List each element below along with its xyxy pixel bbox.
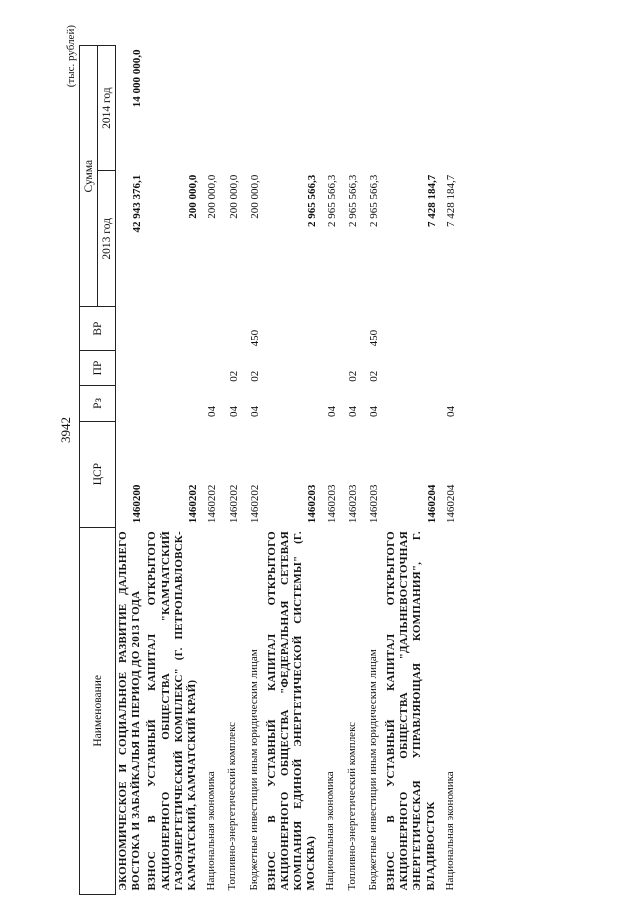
table-body bbox=[116, 46, 461, 895]
row-rz bbox=[145, 386, 201, 421]
table-row bbox=[384, 46, 440, 895]
row-pr: 02 bbox=[227, 370, 240, 382]
row-pr bbox=[145, 350, 201, 385]
row-sum-2014 bbox=[201, 46, 222, 171]
row-rz bbox=[384, 386, 440, 421]
table-row bbox=[320, 46, 341, 895]
row-sum-2014 bbox=[222, 46, 243, 171]
header-rz: Рз bbox=[80, 386, 116, 421]
row-vr bbox=[222, 307, 243, 351]
row-pr bbox=[320, 350, 341, 385]
table-row bbox=[201, 46, 222, 895]
row-sum-2014 bbox=[244, 46, 265, 171]
row-rz: 04 bbox=[227, 406, 240, 418]
row-vr bbox=[342, 307, 363, 351]
row-rz: 04 bbox=[368, 406, 380, 418]
row-csr: 1460200 bbox=[131, 484, 144, 524]
table-row bbox=[363, 46, 384, 895]
row-pr bbox=[384, 350, 440, 385]
row-sum-2013: 7 428 184,7 bbox=[425, 174, 438, 227]
row-vr bbox=[265, 307, 321, 351]
table-header bbox=[80, 46, 116, 895]
row-sum-2013: 2 965 566,3 bbox=[346, 174, 359, 227]
row-sum-2014 bbox=[440, 46, 461, 171]
row-sum-2014 bbox=[384, 46, 440, 171]
rotated-table-sheet bbox=[65, 15, 595, 895]
row-vr bbox=[320, 307, 341, 351]
row-sum-2014 bbox=[320, 46, 341, 171]
row-vr: 450 bbox=[368, 329, 380, 347]
row-csr: 1460204 bbox=[425, 484, 438, 524]
row-rz: 04 bbox=[248, 406, 261, 418]
row-rz bbox=[116, 386, 146, 421]
header-2013: 2013 год bbox=[98, 171, 116, 307]
row-name: ВЗНОС В УСТАВНЫЙ КАПИТАЛ ОТКРЫТОГО АКЦИОНЕРНОГО ОБЩЕСТВА "ФЕДЕРАЛЬНАЯ СЕТЕВАЯ КОМПАНИЯ ЕДИНОЙ ЭНЕРГЕТИЧЕСКОЙ СИСТЕМЫ" (Г. МОСКВА) bbox=[265, 531, 318, 891]
row-pr bbox=[116, 350, 146, 385]
row-name: ВЗНОС В УСТАВНЫЙ КАПИТАЛ ОТКРЫТОГО АКЦИОНЕРНОГО ОБЩЕСТВА "ДАЛЬНЕВОСТОЧНАЯ ЭНЕРГЕТИЧЕСКАЯ УПРАВЛЯЮЩАЯ КОМПАНИЯ", Г. ВЛАДИВОСТОК bbox=[385, 531, 437, 891]
row-sum-2013: 2 965 566,3 bbox=[325, 174, 338, 227]
row-vr bbox=[145, 307, 201, 351]
table-row bbox=[342, 46, 363, 895]
row-csr: 1460203 bbox=[368, 484, 380, 524]
row-csr: 1460203 bbox=[306, 484, 319, 524]
row-sum-2013: 7 428 184,7 bbox=[444, 174, 457, 227]
row-pr: 02 bbox=[368, 370, 380, 382]
row-name: Бюджетные инвестиции иным юридическим лицам bbox=[247, 649, 260, 891]
row-name: Национальная экономика bbox=[205, 771, 218, 891]
row-name: Бюджетные инвестиции иным юридическим лицам bbox=[366, 649, 379, 891]
row-rz: 04 bbox=[346, 406, 359, 418]
budget-table bbox=[79, 45, 461, 895]
row-name: Национальная экономика bbox=[443, 771, 456, 891]
row-sum-2013: 200 000,0 bbox=[248, 174, 261, 219]
row-vr: 450 bbox=[248, 329, 261, 347]
row-vr bbox=[201, 307, 222, 351]
row-name: ВЗНОС В УСТАВНЫЙ КАПИТАЛ ОТКРЫТОГО АКЦИОНЕРНОГО ОБЩЕСТВА "КАМЧАТСКИЙ ГАЗОЭНЕРГЕТИЧЕСКИЙ КОМПЛЕКС" (Г. ПЕТРОПАВЛОВСК-КАМЧАТСКИЙ, КАМЧАТСКИЙ КРАЙ) bbox=[146, 531, 198, 891]
row-name: Топливно-энергетический комплекс bbox=[226, 721, 239, 891]
row-sum-2013: 200 000,0 bbox=[187, 174, 200, 219]
row-name: Национальная экономика bbox=[324, 771, 337, 891]
row-csr: 1460203 bbox=[346, 484, 359, 524]
units-note: (тыс. рублей) bbox=[65, 25, 77, 88]
row-sum-2014: 14 000 000,0 bbox=[131, 49, 144, 108]
row-rz bbox=[265, 386, 321, 421]
row-vr bbox=[440, 307, 461, 351]
row-sum-2013: 2 965 566,3 bbox=[368, 174, 380, 227]
table-row bbox=[440, 46, 461, 895]
row-sum-2013: 42 943 376,1 bbox=[131, 174, 144, 233]
row-rz: 04 bbox=[444, 406, 457, 418]
row-sum-2014 bbox=[363, 46, 384, 171]
table-row bbox=[116, 46, 146, 895]
row-csr: 1460204 bbox=[444, 484, 457, 524]
row-pr: 02 bbox=[248, 370, 261, 382]
row-pr bbox=[440, 350, 461, 385]
header-2014: 2014 год bbox=[98, 46, 116, 171]
row-csr: 1460202 bbox=[227, 484, 240, 524]
header-csr: ЦСР bbox=[80, 421, 116, 527]
page-number-text: 3942 bbox=[58, 417, 73, 443]
row-rz: 04 bbox=[206, 406, 219, 418]
table-row bbox=[145, 46, 201, 895]
header-sum: Сумма bbox=[80, 46, 98, 307]
row-csr: 1460202 bbox=[187, 484, 200, 524]
row-pr bbox=[265, 350, 321, 385]
row-name: Топливно-энергетический комплекс bbox=[345, 721, 358, 891]
row-sum-2014 bbox=[265, 46, 321, 171]
row-pr bbox=[201, 350, 222, 385]
row-sum-2013: 2 965 566,3 bbox=[306, 174, 319, 227]
table-row bbox=[222, 46, 243, 895]
table-row bbox=[244, 46, 265, 895]
row-pr: 02 bbox=[346, 370, 359, 382]
header-pr: ПР bbox=[80, 350, 116, 385]
row-rz: 04 bbox=[325, 406, 338, 418]
row-sum-2013: 200 000,0 bbox=[206, 174, 219, 219]
row-name: ЭКОНОМИЧЕСКОЕ И СОЦИАЛЬНОЕ РАЗВИТИЕ ДАЛЬНЕГО ВОСТОКА И ЗАБАЙКАЛЬЯ НА ПЕРИОД ДО 2013 ГОДА bbox=[117, 531, 143, 891]
row-sum-2014 bbox=[342, 46, 363, 171]
row-csr: 1460202 bbox=[248, 484, 261, 524]
table-row bbox=[265, 46, 321, 895]
row-csr: 1460202 bbox=[206, 484, 219, 524]
row-vr bbox=[116, 307, 146, 351]
header-name: Наименование bbox=[80, 527, 116, 894]
row-sum-2014 bbox=[145, 46, 201, 171]
row-vr bbox=[384, 307, 440, 351]
row-sum-2013: 200 000,0 bbox=[227, 174, 240, 219]
header-vr: ВР bbox=[80, 307, 116, 351]
row-csr: 1460203 bbox=[325, 484, 338, 524]
